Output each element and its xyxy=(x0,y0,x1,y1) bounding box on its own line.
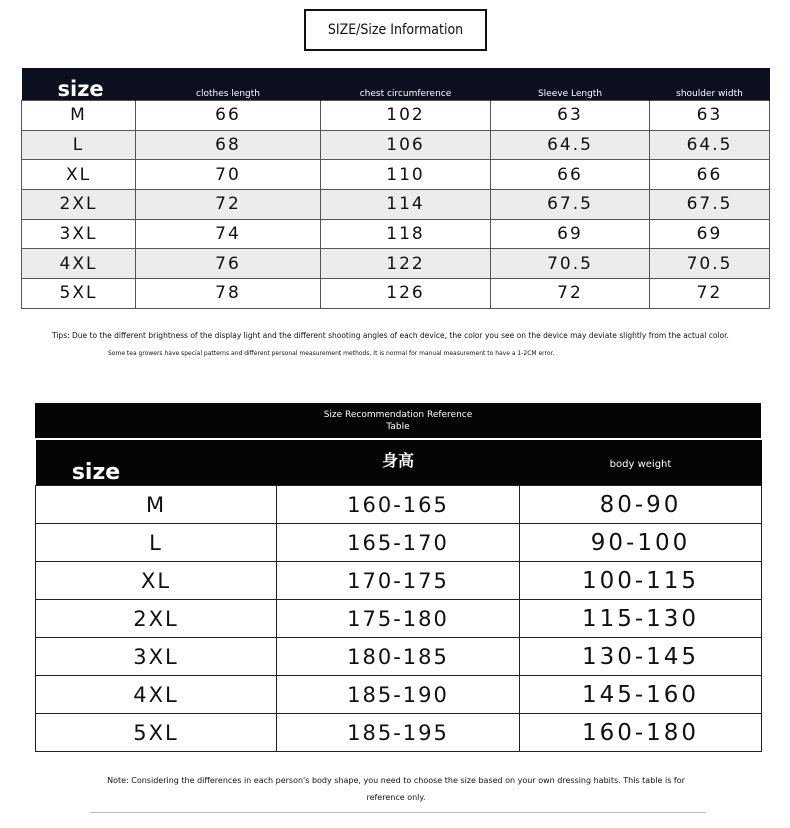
table-row xyxy=(22,190,770,220)
recommendation-title-line-2: Table xyxy=(386,422,410,432)
cell-sleeve: 64.5 xyxy=(491,130,650,160)
table-header-row xyxy=(22,68,770,101)
cell-chest: 102 xyxy=(321,101,491,131)
cell-sleeve: 69 xyxy=(491,219,650,249)
table-row xyxy=(22,219,770,249)
cell-chest: 110 xyxy=(321,160,491,190)
cell-clothes-length: 66 xyxy=(136,101,321,131)
cell-size: 4XL xyxy=(36,676,277,714)
tips-line-2: Some tea growers have special patterns and different personal measurement methods. It is normal for manual measurement to have a 1-2CM error. xyxy=(108,350,555,357)
cell-clothes-length: 76 xyxy=(136,249,321,279)
cell-height: 160-165 xyxy=(277,486,520,524)
cell-size: 5XL xyxy=(22,279,136,309)
size-information-table xyxy=(21,68,770,309)
table-row xyxy=(22,130,770,160)
cell-size: XL xyxy=(22,160,136,190)
cell-sleeve: 72 xyxy=(491,279,650,309)
cell-weight: 100-115 xyxy=(520,562,762,600)
cell-sleeve: 67.5 xyxy=(491,190,650,220)
cell-height: 185-190 xyxy=(277,676,520,714)
cell-size: 2XL xyxy=(22,190,136,220)
header-chest-circumference: chest circumference xyxy=(321,68,491,101)
header-size: size xyxy=(36,440,277,486)
cell-size: 4XL xyxy=(22,249,136,279)
cell-shoulder: 64.5 xyxy=(650,130,770,160)
cell-size: 3XL xyxy=(22,219,136,249)
size-recommendation-table xyxy=(35,440,762,752)
divider xyxy=(90,812,706,813)
cell-shoulder: 67.5 xyxy=(650,190,770,220)
cell-height: 180-185 xyxy=(277,638,520,676)
cell-clothes-length: 74 xyxy=(136,219,321,249)
recommendation-title-line-1: Size Recommendation Reference xyxy=(323,410,473,420)
cell-height: 175-180 xyxy=(277,600,520,638)
cell-weight: 90-100 xyxy=(520,524,762,562)
cell-weight: 160-180 xyxy=(520,714,762,752)
note-text: Note: Considering the differences in each person's body shape, you need to choose the size based on your own dressing habits. This table is for reference only. xyxy=(107,776,685,802)
table-row xyxy=(22,249,770,279)
header-clothes-length: clothes length xyxy=(136,68,321,101)
cell-shoulder: 63 xyxy=(650,101,770,131)
cell-shoulder: 72 xyxy=(650,279,770,309)
cell-clothes-length: 68 xyxy=(136,130,321,160)
header-size: size xyxy=(22,68,136,101)
table-row xyxy=(36,600,762,638)
cell-sleeve: 63 xyxy=(491,101,650,131)
header-height: 身高 xyxy=(277,440,520,486)
cell-height: 185-195 xyxy=(277,714,520,752)
cell-sleeve: 70.5 xyxy=(491,249,650,279)
table-row xyxy=(22,160,770,190)
recommendation-table-title xyxy=(35,403,761,438)
table-row xyxy=(22,101,770,131)
cell-shoulder: 69 xyxy=(650,219,770,249)
cell-chest: 114 xyxy=(321,190,491,220)
cell-size: M xyxy=(22,101,136,131)
cell-clothes-length: 72 xyxy=(136,190,321,220)
cell-height: 170-175 xyxy=(277,562,520,600)
tips-line-1: Tips: Due to the different brightness of the display light and the different shooting angles of each device, the color you see on the device may deviate slightly from the actual color. xyxy=(52,331,729,340)
cell-clothes-length: 78 xyxy=(136,279,321,309)
cell-chest: 126 xyxy=(321,279,491,309)
cell-chest: 122 xyxy=(321,249,491,279)
header-sleeve-length: Sleeve Length xyxy=(491,68,650,101)
cell-size: XL xyxy=(36,562,277,600)
table-header-row xyxy=(36,440,762,486)
header-shoulder-width: shoulder width xyxy=(650,68,770,101)
cell-size: 3XL xyxy=(36,638,277,676)
cell-size: 2XL xyxy=(36,600,277,638)
table-row xyxy=(22,279,770,309)
cell-size: 5XL xyxy=(36,714,277,752)
cell-size: L xyxy=(36,524,277,562)
cell-sleeve: 66 xyxy=(491,160,650,190)
cell-chest: 118 xyxy=(321,219,491,249)
page-title-text: SIZE/Size Information xyxy=(327,22,464,38)
page-title xyxy=(304,9,487,51)
cell-size: L xyxy=(22,130,136,160)
cell-height: 165-170 xyxy=(277,524,520,562)
cell-weight: 80-90 xyxy=(520,486,762,524)
table-row xyxy=(36,486,762,524)
table-row xyxy=(36,714,762,752)
cell-shoulder: 66 xyxy=(650,160,770,190)
cell-weight: 115-130 xyxy=(520,600,762,638)
cell-weight: 130-145 xyxy=(520,638,762,676)
cell-weight: 145-160 xyxy=(520,676,762,714)
table-row xyxy=(36,676,762,714)
header-body-weight: body weight xyxy=(520,440,762,486)
cell-chest: 106 xyxy=(321,130,491,160)
table-row xyxy=(36,562,762,600)
cell-shoulder: 70.5 xyxy=(650,249,770,279)
table-row xyxy=(36,524,762,562)
table-row xyxy=(36,638,762,676)
cell-size: M xyxy=(36,486,277,524)
cell-clothes-length: 70 xyxy=(136,160,321,190)
